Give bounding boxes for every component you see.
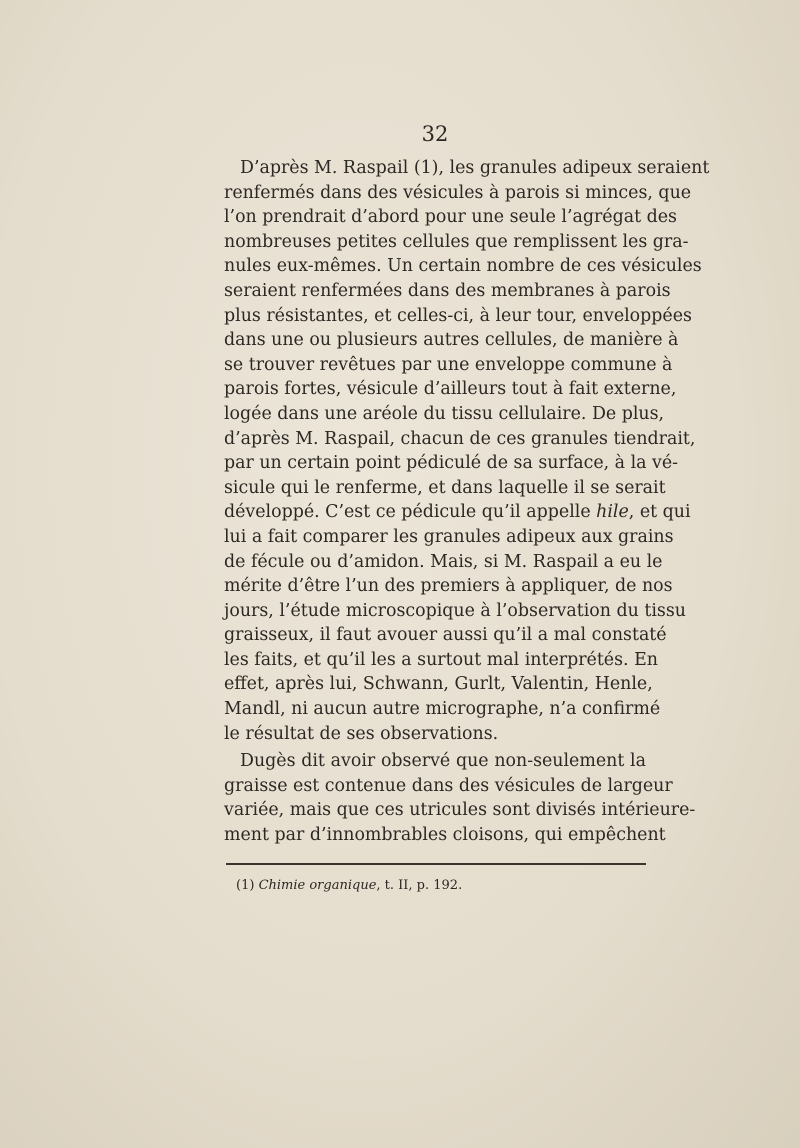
text-line: de fécule ou d’amidon. Mais, si M. Raspail a eu le — [224, 551, 663, 572]
text-line: nombreuses petites cellules que remplissent les gra- — [224, 231, 689, 252]
text-line: ment par d’innombrables cloisons, qui empêchent — [224, 825, 666, 846]
footnote-title: Chimie organique — [258, 878, 377, 893]
footnote-marker: (1) — [236, 878, 255, 893]
text-line: nules eux-mêmes. Un certain nombre de ces vésicules — [224, 256, 702, 277]
text-line: parois fortes, vésicule d’ailleurs tout à fait externe, — [224, 379, 677, 400]
italic-term: hile — [596, 502, 629, 523]
footnote — [236, 878, 462, 893]
footnote-rule — [226, 863, 646, 865]
text-segment: développé. C’est ce pédicule qu’il appelle — [224, 502, 591, 523]
text-line: Dugès dit avoir observé que non-seulement la — [240, 751, 646, 772]
text-line: l’on prendrait d’abord pour une seule l’agrégat des — [224, 207, 677, 228]
text-line: lui a fait comparer les granules adipeux aux grains — [224, 526, 674, 547]
text-line: renfermés dans des vésicules à parois si minces, que — [224, 182, 692, 203]
text-line: plus résistantes, et celles-ci, à leur tour, enveloppées — [224, 305, 692, 326]
page-number: 32 — [421, 122, 449, 146]
text-line: variée, mais que ces utricules sont divisés intérieure- — [224, 800, 696, 821]
text-line: D’après M. Raspail (1), les granules adipeux seraient — [240, 158, 710, 178]
text-line: seraient renfermées dans des membranes à parois — [224, 280, 671, 301]
text-line: d’après M. Raspail, chacun de ces granules tiendrait, — [224, 428, 696, 449]
text-line — [224, 500, 691, 525]
text-line: graisse est contenue dans des vésicules de largeur — [224, 775, 673, 796]
text-line: effet, après lui, Schwann, Gurlt, Valentin, Henle, — [224, 674, 653, 695]
text-line: le résultat de ses observations. — [224, 723, 499, 744]
paragraph-1 — [224, 156, 710, 746]
footnote-rest: , t. II, p. 192. — [376, 878, 463, 893]
text-line: par un certain point pédiculé de sa surface, à la vé- — [224, 453, 679, 474]
text-line: sicule qui le renferme, et dans laquelle il se serait — [224, 477, 666, 498]
text-line: jours, l’étude microscopique à l’observation du tissu — [224, 600, 686, 621]
text-line: logée dans une aréole du tissu cellulaire. De plus, — [224, 403, 665, 424]
text-line: les faits, et qu’il les a surtout mal interprétés. En — [224, 649, 658, 670]
text-line: Mandl, ni aucun autre micrographe, n’a confirmé — [224, 699, 661, 720]
paragraph-2 — [224, 749, 696, 847]
text-segment: , et qui — [628, 502, 691, 523]
text-line: se trouver revêtues par une enveloppe commune à — [224, 354, 673, 375]
text-line: dans une ou plusieurs autres cellules, de manière à — [224, 330, 679, 351]
text-line: mérite d’être l’un des premiers à appliquer, de nos — [224, 576, 673, 597]
body-text — [224, 156, 710, 848]
text-line: graisseux, il faut avouer aussi qu’il a mal constaté — [224, 625, 667, 646]
